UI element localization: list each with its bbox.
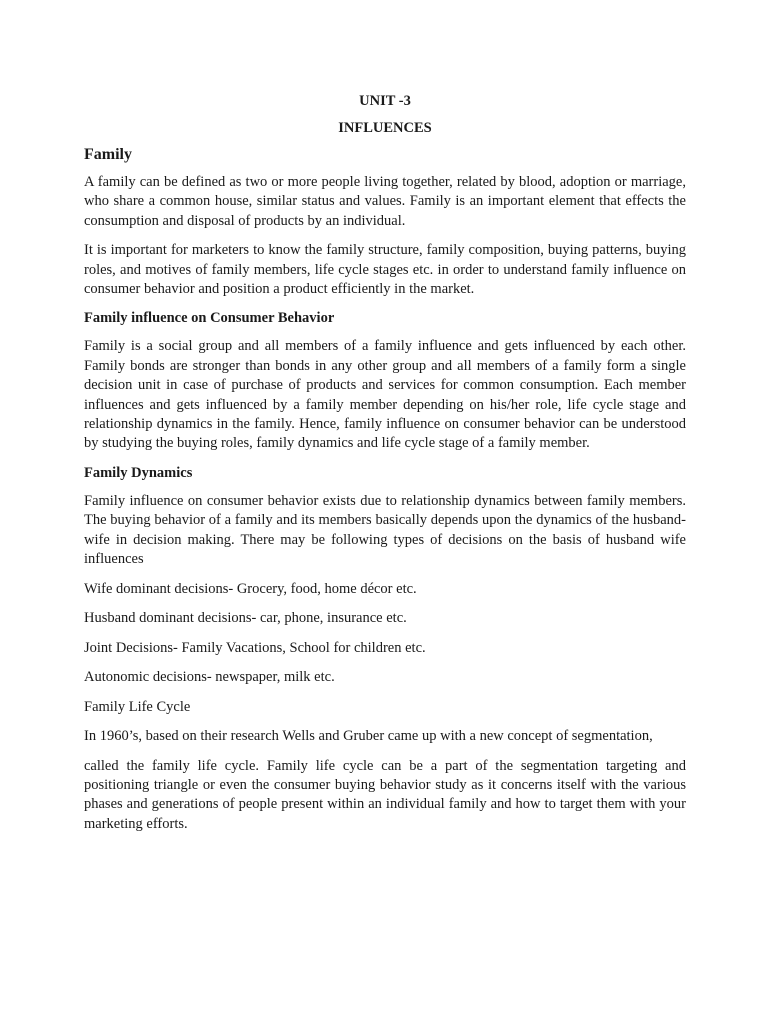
paragraph-family-influence: Family is a social group and all members of a family influence and gets influenced by each other. Family bonds are stronger than bonds in any other group and all members of a family form a single decision unit in case of purchase of products and services for common consumption. Each member influences and gets influenced by a family member depending on his/her role, life cycle stage and relationship dynamics in the family. Hence, family influence on consumer behavior can be understood by studying the buying roles, family dynamics and life cycle stage of a family member. bbox=[84, 338, 686, 452]
paragraph-family-life-cycle: called the family life cycle. Family life cycle can be a part of the segmentation targeting and positioning triangle or even the consumer buying behavior study as it concerns itself with the various phases and generations of people present within an individual family and how to target them with your marketing efforts. bbox=[84, 757, 686, 832]
document-page bbox=[84, 84, 686, 844]
unit-label: UNIT -3 bbox=[359, 93, 411, 109]
line-1960s: In 1960’s, based on their research Wells and Gruber came up with a new concept of segmentation, bbox=[84, 728, 653, 744]
paragraph-family-dynamics: Family influence on consumer behavior exists due to relationship dynamics between family members. The buying behavior of a family and its members basically depends upon the dynamics of the husband-wife in decision making. There may be following types of decisions on the basis of husband wife influences bbox=[84, 492, 686, 568]
page-title: INFLUENCES bbox=[338, 120, 432, 136]
line-joint-decisions: Joint Decisions- Family Vacations, School for children etc. bbox=[84, 639, 426, 656]
paragraph-family-definition: A family can be defined as two or more people living together, related by blood, adoption or marriage, who share a common house, similar status and values. Family is an important element that effects the consumption and disposal of products by an individual. bbox=[84, 174, 686, 229]
line-husband-dominant: Husband dominant decisions- car, phone, insurance etc. bbox=[84, 610, 407, 626]
heading-family: Family bbox=[84, 146, 132, 163]
line-wife-dominant: Wife dominant decisions- Grocery, food, home décor etc. bbox=[84, 580, 417, 597]
paragraph-marketers: It is important for marketers to know the family structure, family composition, buying patterns, buying roles, and motives of family members, life cycle stages etc. in order to understand family influence on consumer behavior and position a product efficiently in the market. bbox=[84, 242, 686, 298]
line-family-life-cycle: Family Life Cycle bbox=[84, 698, 191, 715]
heading-family-influence: Family influence on Consumer Behavior bbox=[84, 310, 335, 327]
line-autonomic-decisions: Autonomic decisions- newspaper, milk etc. bbox=[84, 669, 335, 685]
heading-family-dynamics: Family Dynamics bbox=[84, 464, 193, 481]
